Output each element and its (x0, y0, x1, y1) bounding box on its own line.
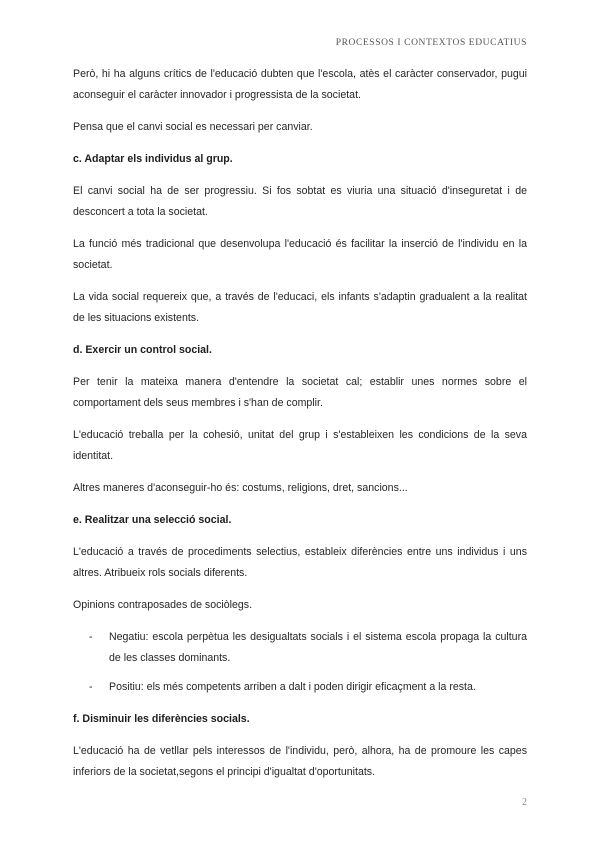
paragraph: Però, hi ha alguns crítics de l'educació dubten que l'escola, atès el caràcter conservador, pugui aconseguir el caràcter innovador i progressista de la societat. (73, 68, 527, 101)
paragraph: La funció més tradicional que desenvolupa l'educació és facilitar la inserció de l'individu en la societat. (73, 238, 527, 271)
paragraph: L'educació ha de vetllar pels interessos de l'individu, però, alhora, ha de promoure les capes inferiors de la societat,segons el principi d'igualtat d'oportunitats. (73, 745, 527, 778)
section-heading-f: f. Disminuir les diferències socials. (73, 713, 250, 725)
paragraph: Pensa que el canvi social es necessari per canviar. (73, 121, 313, 133)
paragraph: La vida social requereix que, a través de l'educaci, els infants s'adaptin gradualent a la realitat de les situacions existents. (73, 291, 527, 324)
list-item (73, 627, 527, 669)
paragraph: L'educació a través de procediments selectius, estableix diferències entre uns individus i uns altres. Atribueix rols socials diferents. (73, 546, 527, 579)
paragraph: Opinions contraposades de sociòlegs. (73, 599, 253, 611)
bullet-marker: - (89, 631, 93, 643)
list-item-text: Negatiu: escola perpètua les desigualtats socials i el sistema escola propaga la cultura de les classes dominants. (109, 631, 527, 664)
page-content (73, 64, 527, 794)
paragraph: El canvi social ha de ser progressiu. Si fos sobtat es viuria una situació d'inseguretat i de desconcert a tota la societat. (73, 185, 527, 218)
opinions-list (73, 627, 527, 698)
section-heading-d: d. Exercir un control social. (73, 344, 212, 356)
running-header: PROCESSOS I CONTEXTOS EDUCATIUS (335, 38, 527, 48)
section-heading-c: c. Adaptar els individus al grup. (73, 153, 233, 165)
paragraph: L'educació treballa per la cohesió, unitat del grup i s'estableixen les condicions de la seva identitat. (73, 429, 527, 462)
list-item-text: Positiu: els més competents arriben a dalt i poden dirigir eficaçment a la resta. (109, 681, 476, 693)
list-item (73, 677, 527, 698)
paragraph: Per tenir la mateixa manera d'entendre la societat cal; establir unes normes sobre el comportament dels seus membres i s'han de complir. (73, 376, 527, 409)
page-number: 2 (522, 797, 527, 808)
bullet-marker: - (89, 681, 93, 693)
paragraph: Altres maneres d'aconseguir-ho és: costums, religions, dret, sancions... (73, 482, 408, 494)
section-heading-e: e. Realitzar una selecció social. (73, 514, 232, 526)
